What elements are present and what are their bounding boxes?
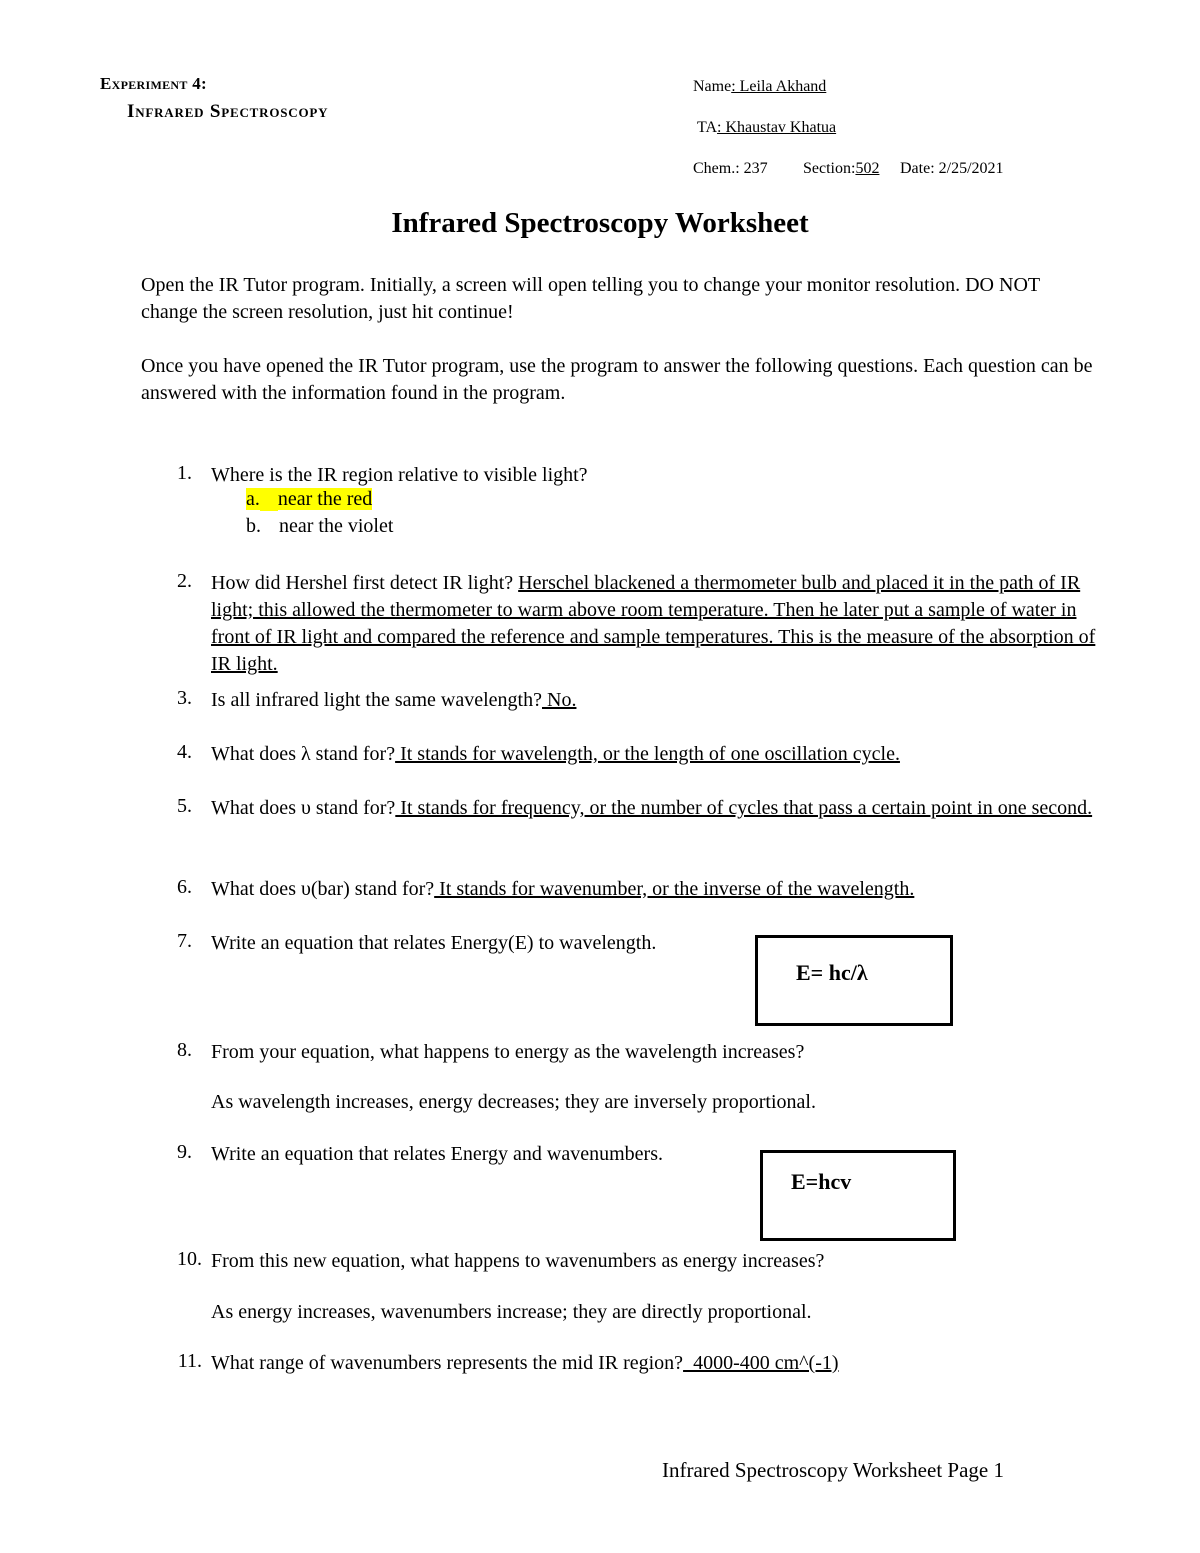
chem-value: .: 237 [731, 160, 768, 177]
q4-number: 4. [177, 741, 192, 763]
q10-answer: As energy increases, wavenumbers increase; they are directly proportional. [211, 1301, 812, 1323]
q6-number: 6. [177, 876, 192, 898]
q1-option-b [246, 515, 393, 538]
ta-field [697, 119, 836, 137]
q3-answer: No. [542, 689, 577, 711]
q1-option-a-text: near the red [277, 488, 373, 510]
q1-number: 1. [177, 462, 192, 484]
chem-field [693, 160, 768, 178]
name-value: : Leila Akhand [731, 78, 827, 95]
page-footer: Infrared Spectroscopy Worksheet Page 1 [662, 1458, 1004, 1482]
intro-paragraph-2: Once you have opened the IR Tutor program, use the program to answer the following questions. Each question can be answered with the information found in the program. [141, 355, 1093, 404]
ta-label: TA [697, 119, 718, 136]
intro-paragraph-1: Open the IR Tutor program. Initially, a screen will open telling you to change your monitor resolution. DO NOT change the screen resolution, just hit continue! [141, 274, 1040, 323]
q6-block [211, 876, 1101, 903]
q1-option-b-text: near the violet [279, 515, 394, 537]
ta-value: : Khaustav Khatua [717, 119, 837, 136]
q11-answer: 4000-400 cm^(-1) [683, 1352, 839, 1374]
q7-text: Write an equation that relates Energy(E) to wavelength. [211, 932, 657, 954]
q9-equation: E=hcv [791, 1169, 852, 1194]
q2-answer: Herschel blackened a thermometer bulb and placed it in the path of IR light; this allowed the thermometer to warm above room temperature. Then he later put a sample of water in front of IR light and compared the reference and sample temperatures. This is the measure of the absorption of IR light. [211, 572, 1096, 675]
q8-text: From your equation, what happens to energy as the wavelength increases? [211, 1041, 805, 1063]
section-label: Section: [803, 160, 856, 177]
q2-text: How did Hershel first detect IR light? [211, 572, 519, 594]
q5-number: 5. [177, 795, 192, 817]
q7-equation-box [755, 935, 953, 1026]
q9-number: 9. [177, 1141, 192, 1163]
q5-answer: It stands for frequency, or the number of cycles that pass a certain point in one second. [395, 797, 1093, 819]
q8-number: 8. [177, 1039, 192, 1061]
q7-number: 7. [177, 930, 192, 952]
q9-equation-box [760, 1150, 956, 1241]
section-value: 502 [855, 160, 880, 177]
q10-text: From this new equation, what happens to wavenumbers as energy increases? [211, 1250, 825, 1272]
q11-block [211, 1350, 1101, 1377]
q11-number: 11. [177, 1350, 202, 1372]
experiment-label: Experiment 4: [100, 74, 207, 93]
q3-block [211, 687, 1101, 714]
q5-text: What does υ stand for? [211, 797, 396, 819]
name-field [693, 78, 826, 96]
q4-block [211, 741, 1101, 768]
section-field [803, 160, 879, 178]
date-field: Date: 2/25/2021 [900, 160, 1004, 177]
q2-number: 2. [177, 570, 192, 592]
q10-number: 10. [177, 1248, 202, 1270]
name-label: Name [693, 78, 732, 95]
page-title: Infrared Spectroscopy Worksheet [391, 207, 809, 239]
q3-text: Is all infrared light the same wavelength? [211, 689, 542, 711]
q4-answer: It stands for wavelength, or the length of one oscillation cycle. [395, 743, 900, 765]
q1-option-a-label: a. [246, 488, 260, 510]
q11-text: What range of wavenumbers represents the mid IR region? [211, 1352, 684, 1374]
chem-label: Chem [693, 160, 732, 177]
q7-equation: E= hc/λ [796, 960, 868, 985]
q5-block [211, 795, 1101, 822]
q3-number: 3. [177, 687, 192, 709]
q1-option-b-label: b. [246, 515, 261, 537]
q4-text: What does λ stand for? [211, 743, 396, 765]
q6-text: What does υ(bar) stand for? [211, 878, 435, 900]
q1-text: Where is the IR region relative to visible light? [211, 464, 588, 486]
q6-answer: It stands for wavenumber, or the inverse of the wavelength. [434, 878, 915, 900]
q9-text: Write an equation that relates Energy and wavenumbers. [211, 1143, 663, 1165]
q8-answer: As wavelength increases, energy decreases; they are inversely proportional. [211, 1091, 816, 1113]
q2-block [211, 570, 1101, 678]
experiment-title: Infrared Spectroscopy [127, 101, 329, 122]
q1-option-a [246, 488, 372, 511]
